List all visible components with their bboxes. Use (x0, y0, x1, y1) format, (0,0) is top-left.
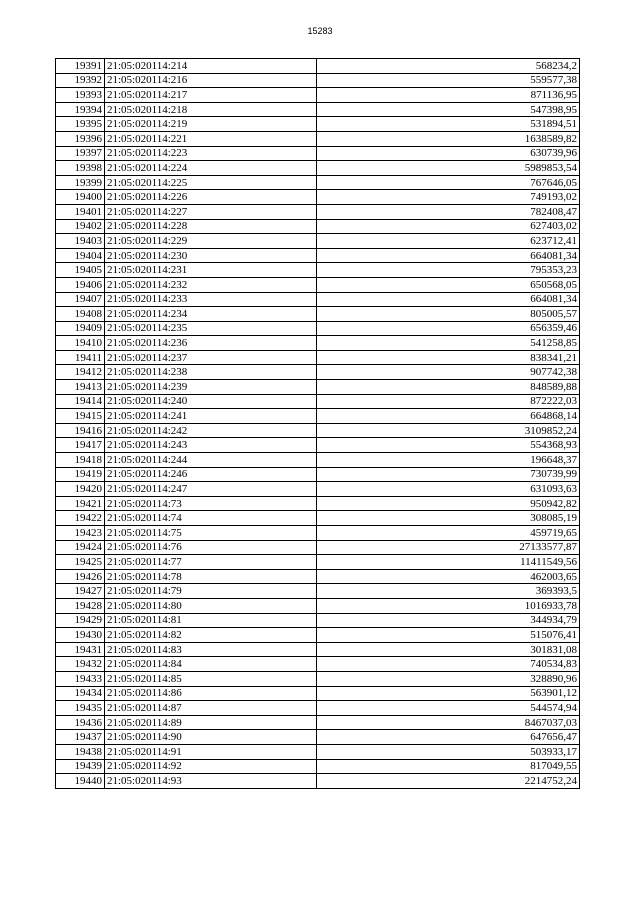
cadastral-value-cell: 950942,82 (317, 496, 580, 511)
cadastral-value-cell: 782408,47 (317, 204, 580, 219)
cadastral-value-cell: 308085,19 (317, 511, 580, 526)
cadastral-number-cell: 21:05:020114:247 (105, 482, 317, 497)
row-number-cell: 19419 (56, 467, 105, 482)
cadastral-value-cell: 568234,2 (317, 59, 580, 74)
cadastral-value-cell: 664081,34 (317, 248, 580, 263)
table-row (56, 744, 580, 759)
cadastral-value-cell: 871136,95 (317, 88, 580, 103)
cadastral-number-cell: 21:05:020114:91 (105, 744, 317, 759)
row-number-cell: 19416 (56, 423, 105, 438)
row-number-cell: 19407 (56, 292, 105, 307)
table-row (56, 263, 580, 278)
cadastral-number-cell: 21:05:020114:90 (105, 730, 317, 745)
cadastral-number-cell: 21:05:020114:219 (105, 117, 317, 132)
cadastral-value-cell: 795353,23 (317, 263, 580, 278)
cadastral-number-cell: 21:05:020114:236 (105, 336, 317, 351)
row-number-cell: 19397 (56, 146, 105, 161)
cadastral-value-cell: 650568,05 (317, 277, 580, 292)
table-row (56, 438, 580, 453)
cadastral-number-cell: 21:05:020114:231 (105, 263, 317, 278)
cadastral-value-cell: 344934,79 (317, 613, 580, 628)
cadastral-number-cell: 21:05:020114:77 (105, 555, 317, 570)
table-row (56, 540, 580, 555)
cadastral-number-cell: 21:05:020114:228 (105, 219, 317, 234)
table-row (56, 482, 580, 497)
row-number-cell: 19409 (56, 321, 105, 336)
cadastral-value-cell: 544574,94 (317, 701, 580, 716)
row-number-cell: 19415 (56, 409, 105, 424)
table-row (56, 219, 580, 234)
table-row (56, 277, 580, 292)
table-row (56, 598, 580, 613)
table-row (56, 234, 580, 249)
row-number-cell: 19432 (56, 657, 105, 672)
row-number-cell: 19437 (56, 730, 105, 745)
table-row (56, 88, 580, 103)
row-number-cell: 19425 (56, 555, 105, 570)
cadastral-number-cell: 21:05:020114:79 (105, 584, 317, 599)
row-number-cell: 19394 (56, 102, 105, 117)
cadastral-value-cell: 631093,63 (317, 482, 580, 497)
cadastral-value-cell: 623712,41 (317, 234, 580, 249)
table-row (56, 73, 580, 88)
cadastral-number-cell: 21:05:020114:237 (105, 350, 317, 365)
table-row (56, 321, 580, 336)
cadastral-number-cell: 21:05:020114:216 (105, 73, 317, 88)
row-number-cell: 19421 (56, 496, 105, 511)
table-row (56, 628, 580, 643)
cadastral-number-cell: 21:05:020114:242 (105, 423, 317, 438)
cadastral-number-cell: 21:05:020114:246 (105, 467, 317, 482)
row-number-cell: 19398 (56, 161, 105, 176)
cadastral-value-cell: 462003,65 (317, 569, 580, 584)
table-row (56, 292, 580, 307)
table-row (56, 190, 580, 205)
row-number-cell: 19422 (56, 511, 105, 526)
row-number-cell: 19428 (56, 598, 105, 613)
page-number: 15283 (307, 26, 333, 36)
cadastral-number-cell: 21:05:020114:76 (105, 540, 317, 555)
row-number-cell: 19431 (56, 642, 105, 657)
cadastral-value-cell: 749193,02 (317, 190, 580, 205)
row-number-cell: 19412 (56, 365, 105, 380)
cadastral-value-cell: 547398,95 (317, 102, 580, 117)
cadastral-value-cell: 3109852,24 (317, 423, 580, 438)
row-number-cell: 19395 (56, 117, 105, 132)
cadastral-number-cell: 21:05:020114:226 (105, 190, 317, 205)
cadastral-number-cell: 21:05:020114:80 (105, 598, 317, 613)
row-number-cell: 19406 (56, 277, 105, 292)
cadastral-value-cell: 2214752,24 (317, 774, 580, 789)
table-row (56, 394, 580, 409)
row-number-cell: 19391 (56, 59, 105, 74)
table-row (56, 526, 580, 541)
cadastral-value-cell: 630739,96 (317, 146, 580, 161)
row-number-cell: 19400 (56, 190, 105, 205)
table-row (56, 204, 580, 219)
table-row (56, 613, 580, 628)
registry-table (55, 58, 580, 789)
row-number-cell: 19427 (56, 584, 105, 599)
cadastral-number-cell: 21:05:020114:243 (105, 438, 317, 453)
table-row (56, 642, 580, 657)
table-row (56, 117, 580, 132)
row-number-cell: 19439 (56, 759, 105, 774)
row-number-cell: 19399 (56, 175, 105, 190)
table-row (56, 102, 580, 117)
table-row (56, 131, 580, 146)
row-number-cell: 19418 (56, 453, 105, 468)
row-number-cell: 19438 (56, 744, 105, 759)
cadastral-value-cell: 817049,55 (317, 759, 580, 774)
cadastral-number-cell: 21:05:020114:214 (105, 59, 317, 74)
cadastral-number-cell: 21:05:020114:241 (105, 409, 317, 424)
cadastral-number-cell: 21:05:020114:230 (105, 248, 317, 263)
row-number-cell: 19414 (56, 394, 105, 409)
cadastral-number-cell: 21:05:020114:84 (105, 657, 317, 672)
row-number-cell: 19413 (56, 380, 105, 395)
cadastral-value-cell: 907742,38 (317, 365, 580, 380)
table-row (56, 511, 580, 526)
cadastral-value-cell: 872222,03 (317, 394, 580, 409)
row-number-cell: 19411 (56, 350, 105, 365)
row-number-cell: 19417 (56, 438, 105, 453)
cadastral-number-cell: 21:05:020114:73 (105, 496, 317, 511)
cadastral-value-cell: 11411549,56 (317, 555, 580, 570)
cadastral-number-cell: 21:05:020114:223 (105, 146, 317, 161)
cadastral-number-cell: 21:05:020114:239 (105, 380, 317, 395)
cadastral-value-cell: 559577,38 (317, 73, 580, 88)
row-number-cell: 19403 (56, 234, 105, 249)
cadastral-number-cell: 21:05:020114:244 (105, 453, 317, 468)
row-number-cell: 19423 (56, 526, 105, 541)
cadastral-value-cell: 459719,65 (317, 526, 580, 541)
cadastral-number-cell: 21:05:020114:238 (105, 365, 317, 380)
cadastral-number-cell: 21:05:020114:240 (105, 394, 317, 409)
table-row (56, 730, 580, 745)
cadastral-value-cell: 196648,37 (317, 453, 580, 468)
row-number-cell: 19401 (56, 204, 105, 219)
row-number-cell: 19434 (56, 686, 105, 701)
cadastral-number-cell: 21:05:020114:85 (105, 671, 317, 686)
row-number-cell: 19404 (56, 248, 105, 263)
registry-table-body (56, 59, 580, 789)
table-row (56, 365, 580, 380)
row-number-cell: 19405 (56, 263, 105, 278)
row-number-cell: 19396 (56, 131, 105, 146)
cadastral-value-cell: 554368,93 (317, 438, 580, 453)
cadastral-value-cell: 1638589,82 (317, 131, 580, 146)
cadastral-number-cell: 21:05:020114:232 (105, 277, 317, 292)
row-number-cell: 19435 (56, 701, 105, 716)
cadastral-value-cell: 301831,08 (317, 642, 580, 657)
row-number-cell: 19430 (56, 628, 105, 643)
cadastral-number-cell: 21:05:020114:87 (105, 701, 317, 716)
cadastral-number-cell: 21:05:020114:224 (105, 161, 317, 176)
cadastral-value-cell: 805005,57 (317, 307, 580, 322)
row-number-cell: 19408 (56, 307, 105, 322)
table-row (56, 453, 580, 468)
cadastral-number-cell: 21:05:020114:93 (105, 774, 317, 789)
cadastral-number-cell: 21:05:020114:225 (105, 175, 317, 190)
cadastral-number-cell: 21:05:020114:235 (105, 321, 317, 336)
table-row (56, 584, 580, 599)
cadastral-value-cell: 328890,96 (317, 671, 580, 686)
row-number-cell: 19393 (56, 88, 105, 103)
table-row (56, 496, 580, 511)
cadastral-number-cell: 21:05:020114:92 (105, 759, 317, 774)
cadastral-number-cell: 21:05:020114:82 (105, 628, 317, 643)
cadastral-value-cell: 664868,14 (317, 409, 580, 424)
cadastral-number-cell: 21:05:020114:218 (105, 102, 317, 117)
cadastral-value-cell: 27133577,87 (317, 540, 580, 555)
cadastral-number-cell: 21:05:020114:227 (105, 204, 317, 219)
table-row (56, 686, 580, 701)
cadastral-value-cell: 369393,5 (317, 584, 580, 599)
row-number-cell: 19436 (56, 715, 105, 730)
cadastral-value-cell: 848589,88 (317, 380, 580, 395)
cadastral-value-cell: 541258,85 (317, 336, 580, 351)
row-number-cell: 19429 (56, 613, 105, 628)
cadastral-value-cell: 531894,51 (317, 117, 580, 132)
table-row (56, 569, 580, 584)
table-row (56, 161, 580, 176)
row-number-cell: 19440 (56, 774, 105, 789)
cadastral-value-cell: 563901,12 (317, 686, 580, 701)
cadastral-number-cell: 21:05:020114:81 (105, 613, 317, 628)
cadastral-value-cell: 627403,02 (317, 219, 580, 234)
cadastral-value-cell: 656359,46 (317, 321, 580, 336)
table-row (56, 350, 580, 365)
cadastral-number-cell: 21:05:020114:74 (105, 511, 317, 526)
cadastral-value-cell: 730739,99 (317, 467, 580, 482)
cadastral-value-cell: 8467037,03 (317, 715, 580, 730)
cadastral-number-cell: 21:05:020114:234 (105, 307, 317, 322)
cadastral-value-cell: 5989853,54 (317, 161, 580, 176)
cadastral-number-cell: 21:05:020114:78 (105, 569, 317, 584)
cadastral-number-cell: 21:05:020114:83 (105, 642, 317, 657)
table-row (56, 409, 580, 424)
table-row (56, 671, 580, 686)
table-row (56, 701, 580, 716)
table-row (56, 555, 580, 570)
cadastral-value-cell: 838341,21 (317, 350, 580, 365)
cadastral-value-cell: 647656,47 (317, 730, 580, 745)
cadastral-number-cell: 21:05:020114:217 (105, 88, 317, 103)
table-row (56, 759, 580, 774)
cadastral-value-cell: 1016933,78 (317, 598, 580, 613)
cadastral-value-cell: 664081,34 (317, 292, 580, 307)
table-row (56, 336, 580, 351)
cadastral-number-cell: 21:05:020114:89 (105, 715, 317, 730)
cadastral-value-cell: 767646,05 (317, 175, 580, 190)
table-row (56, 307, 580, 322)
cadastral-number-cell: 21:05:020114:86 (105, 686, 317, 701)
table-row (56, 423, 580, 438)
cadastral-number-cell: 21:05:020114:233 (105, 292, 317, 307)
table-row (56, 467, 580, 482)
cadastral-value-cell: 503933,17 (317, 744, 580, 759)
cadastral-number-cell: 21:05:020114:221 (105, 131, 317, 146)
row-number-cell: 19426 (56, 569, 105, 584)
row-number-cell: 19410 (56, 336, 105, 351)
table-row (56, 59, 580, 74)
row-number-cell: 19402 (56, 219, 105, 234)
cadastral-number-cell: 21:05:020114:229 (105, 234, 317, 249)
table-row (56, 380, 580, 395)
row-number-cell: 19392 (56, 73, 105, 88)
row-number-cell: 19420 (56, 482, 105, 497)
table-row (56, 248, 580, 263)
table-row (56, 715, 580, 730)
row-number-cell: 19424 (56, 540, 105, 555)
row-number-cell: 19433 (56, 671, 105, 686)
table-row (56, 774, 580, 789)
table-row (56, 657, 580, 672)
cadastral-value-cell: 740534,83 (317, 657, 580, 672)
table-row (56, 146, 580, 161)
cadastral-number-cell: 21:05:020114:75 (105, 526, 317, 541)
cadastral-value-cell: 515076,41 (317, 628, 580, 643)
table-row (56, 175, 580, 190)
